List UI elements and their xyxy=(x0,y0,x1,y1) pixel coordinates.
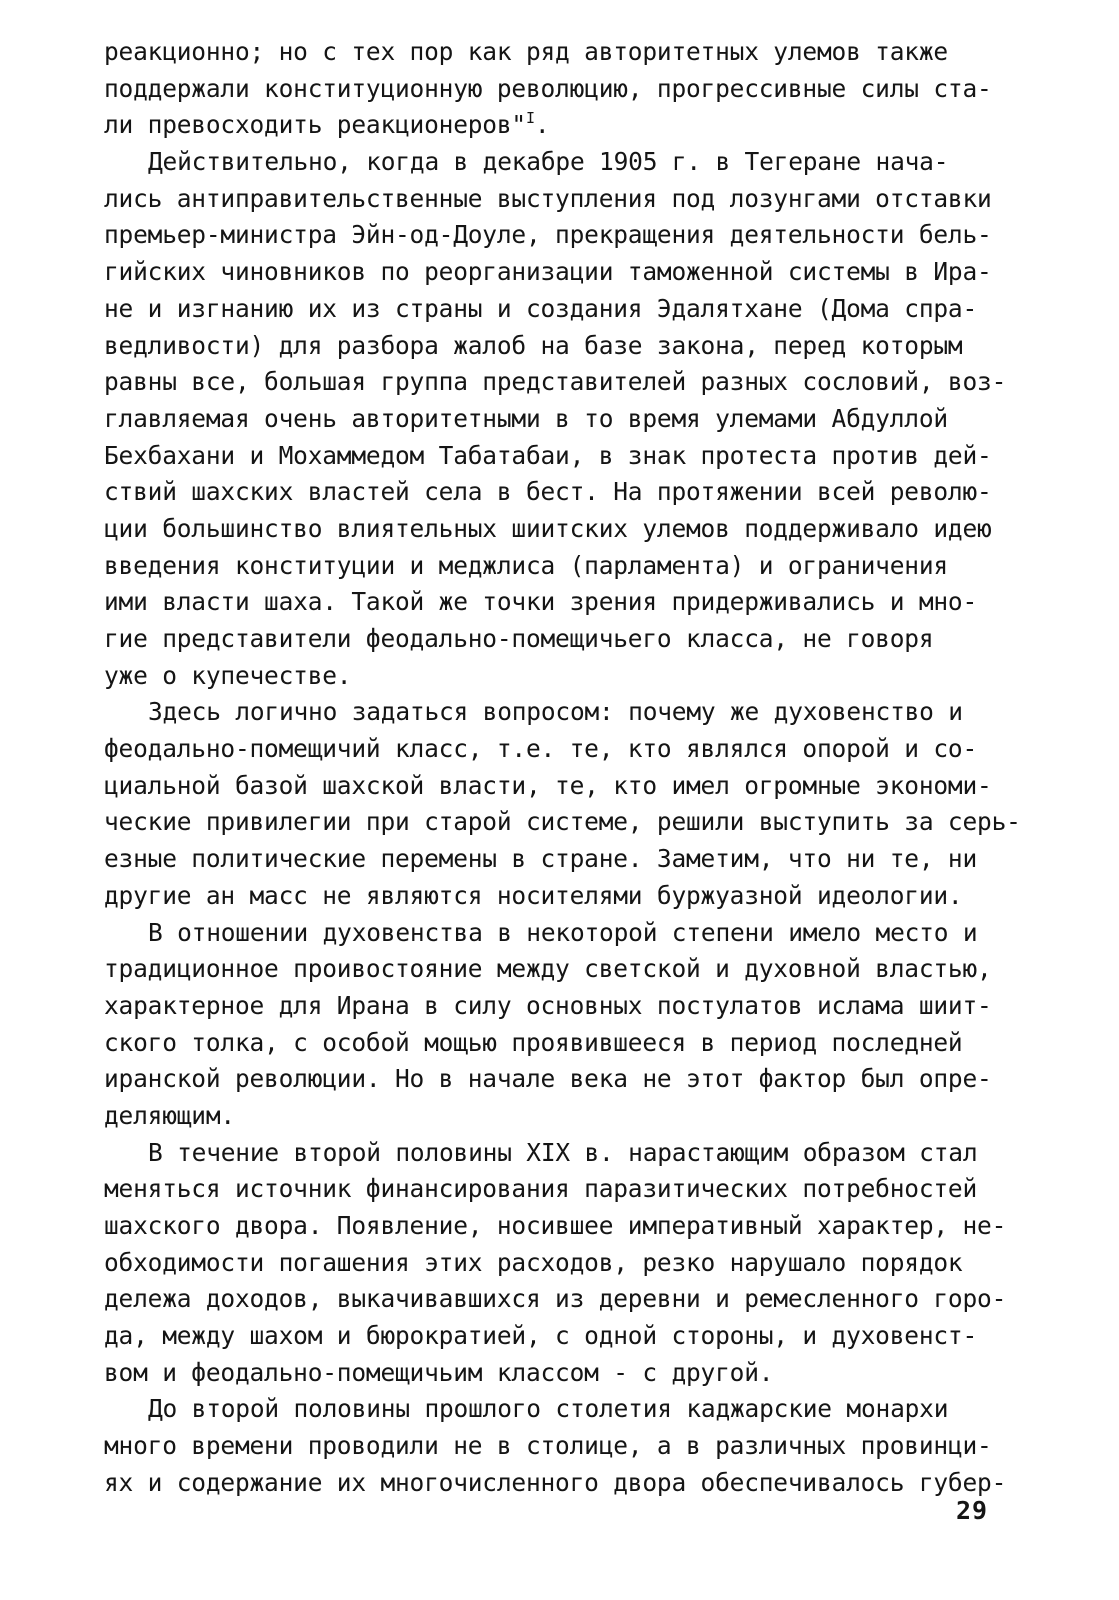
paragraph-reaction-quote xyxy=(104,34,1024,144)
paragraph-logical-question xyxy=(104,694,1024,914)
text-line: уже о купечестве. xyxy=(104,660,352,690)
text-line: деляющим. xyxy=(104,1100,235,1130)
text-line: гийских чиновников по реорганизации таможенной системы в Ира- xyxy=(104,257,992,287)
text-line: ствий шахских властей села в бест. На протяжении всей револю- xyxy=(104,477,992,507)
text-line: шахского двора. Появление, носившее императивный характер, не- xyxy=(104,1211,1007,1240)
text-line: много времени проводили не в столице, а в различных провинци- xyxy=(104,1431,992,1461)
text-line xyxy=(104,107,1024,144)
text-line: ского толка, с особой мощью проявившееся в период последней xyxy=(104,1027,963,1057)
text-line: ции большинство влиятельных шиитских улемов поддерживало идею xyxy=(104,513,992,543)
text-line: ведливости) для разбора жалоб на базе закона, перед которым xyxy=(104,330,963,360)
text-line: иранской революции. Но в начале века не этот фактор был опре- xyxy=(104,1064,992,1094)
text-line: езные политические перемены в стране. Заметим, что ни те, ни xyxy=(104,844,978,874)
text-line: традиционное проивостояние между светской и духовной властью, xyxy=(104,954,992,984)
text-line: характерное для Ирана в силу основных постулатов ислама шиит- xyxy=(104,990,992,1020)
text-line: Действительно, когда в декабре 1905 г. в Тегеране нача- xyxy=(148,147,949,177)
text-line: главляемая очень авторитетными в то время улемами Абдуллой xyxy=(104,403,948,433)
text-line: равны все, большая группа представителей разных сословий, воз- xyxy=(104,367,1007,397)
text-line: премьер-министра Эйн-од-Доуле, прекращения деятельности бель- xyxy=(104,220,992,250)
text-line: введения конституции и меджлиса (парламента) и ограничения xyxy=(104,550,948,580)
footnote-tail-punctuation: . xyxy=(534,110,550,140)
text-line: вом и феодально-помещичьим классом - с другой. xyxy=(104,1357,774,1387)
footnote-marker: I xyxy=(525,109,535,128)
text-line-content: ли превосходить реакционеров" xyxy=(104,110,526,140)
page-number: 29 xyxy=(956,1496,989,1525)
text-line: реакционно; но с тех пор как ряд авторитетных улемов также xyxy=(104,37,948,66)
text-line: До второй половины прошлого столетия каджарские монархи xyxy=(148,1394,949,1424)
text-line: В течение второй половины XIX в. нарастающим образом стал xyxy=(148,1137,978,1167)
text-line: Здесь логично задаться вопросом: почему же духовенство и xyxy=(148,697,963,727)
text-line: В отношении духовенства в некоторой степени имело место и xyxy=(148,917,978,947)
text-line: Бехбахани и Мохаммедом Табатабаи, в знак протеста против дей- xyxy=(104,440,992,470)
document-body-text xyxy=(104,34,1024,1502)
text-line: циальной базой шахской власти, те, кто имел огромные экономи- xyxy=(104,770,992,800)
text-line: гие представители феодально-помещичьего класса, не говоря xyxy=(104,624,934,653)
text-line: обходимости погашения этих расходов, резко нарушало порядок xyxy=(104,1247,963,1277)
text-line: ях и содержание их многочисленного двора обеспечивалось губер- xyxy=(104,1467,1007,1497)
text-line: дележа доходов, выкачивавшихся из деревни и ремесленного горо- xyxy=(104,1284,1007,1314)
text-line: поддержали конституционную революцию, прогрессивные силы ста- xyxy=(104,73,992,103)
text-line: лись антиправительственные выступления под лозунгами отставки xyxy=(104,183,992,213)
text-line: меняться источник финансирования паразитических потребностей xyxy=(104,1174,978,1204)
paragraph-nineteenth-century xyxy=(104,1135,1024,1392)
paragraph-qajar-monarchs xyxy=(104,1391,1024,1501)
text-line: феодально-помещичий класс, т.е. те, кто являлся опорой и со- xyxy=(104,734,978,764)
paragraph-clergy xyxy=(104,915,1024,1135)
paragraph-december-1905 xyxy=(104,144,1024,694)
text-line: не и изгнанию их из страны и создания Эдалятхане (Дома спра- xyxy=(104,293,978,323)
text-line: да, между шахом и бюрократией, с одной стороны, и духовенст- xyxy=(104,1321,978,1351)
text-line: другие ан масс не являются носителями буржуазной идеологии. xyxy=(104,880,963,910)
text-line: ими власти шаха. Такой же точки зрения придерживались и мно- xyxy=(104,587,978,617)
text-line: ческие привилегии при старой системе, решили выступить за серь- xyxy=(104,807,1021,837)
